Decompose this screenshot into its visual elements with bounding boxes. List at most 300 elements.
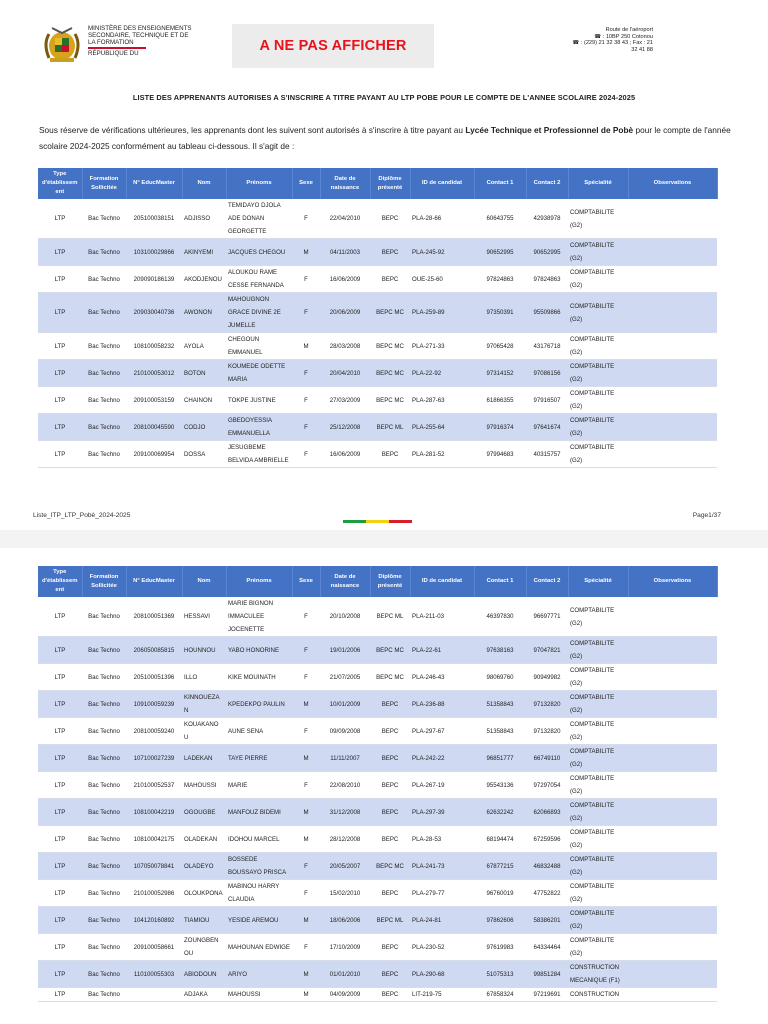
- students-table-page-2: [38, 566, 718, 1002]
- cell-formation: Bac Techno: [82, 691, 126, 718]
- cell-contact1: 46397830: [474, 597, 526, 637]
- cell-birthdate: 25/12/2008: [320, 414, 370, 441]
- cell-specialty: COMPTABILITE (G2): [568, 597, 628, 637]
- cell-contact1: 97994683: [474, 441, 526, 468]
- cell-birthdate: 20/10/2008: [320, 597, 370, 637]
- cell-birthdate: 01/01/2010: [320, 961, 370, 988]
- cell-type: LTP: [38, 239, 82, 266]
- cell-contact1: 97619983: [474, 934, 526, 961]
- cell-contact2: 46832488: [526, 853, 568, 880]
- cell-educmaster: 110100055303: [126, 961, 182, 988]
- cell-contact1: 95543136: [474, 772, 526, 799]
- cell-observations: [628, 441, 717, 468]
- cell-formation: Bac Techno: [82, 934, 126, 961]
- cell-contact2: 97219691: [526, 988, 568, 1002]
- cell-candidate-id: PLA-281-52: [410, 441, 474, 468]
- column-header-type: Type d'établissem ent: [38, 566, 82, 597]
- cell-diploma: BEPC MC: [370, 664, 410, 691]
- column-header-observations: Observations: [628, 168, 717, 199]
- cell-formation: Bac Techno: [82, 988, 126, 1002]
- cell-type: LTP: [38, 988, 82, 1002]
- cell-contact1: 97824863: [474, 266, 526, 293]
- column-header-contact2: Contact 2: [526, 566, 568, 597]
- cell-formation: Bac Techno: [82, 745, 126, 772]
- cell-nom: DOSSA: [182, 441, 226, 468]
- cell-diploma: BEPC MC: [370, 333, 410, 360]
- cell-contact1: 96851777: [474, 745, 526, 772]
- cell-candidate-id: PLA-28-53: [410, 826, 474, 853]
- cell-contact2: 97132820: [526, 718, 568, 745]
- address-line: ☎ : 10BP 250 Cotonou: [594, 33, 653, 40]
- cell-birthdate: 09/09/2008: [320, 718, 370, 745]
- cell-sexe: F: [292, 414, 320, 441]
- cell-specialty: COMPTABILITE (G2): [568, 360, 628, 387]
- cell-sexe: F: [292, 597, 320, 637]
- cell-diploma: BEPC ML: [370, 414, 410, 441]
- cell-diploma: BEPC MC: [370, 360, 410, 387]
- cell-contact2: 66749110: [526, 745, 568, 772]
- cell-candidate-id: PLA-245-92: [410, 239, 474, 266]
- cell-birthdate: 20/05/2007: [320, 853, 370, 880]
- table-row: [38, 799, 717, 826]
- ministry-line: LA FORMATION: [88, 39, 134, 46]
- stamp-text: A NE PAS AFFICHER: [259, 38, 407, 54]
- cell-formation: Bac Techno: [82, 772, 126, 799]
- cell-educmaster: 107100027239: [126, 745, 182, 772]
- cell-nom: HESSAVI: [182, 597, 226, 637]
- address-line: 32 41 88: [631, 46, 653, 53]
- address-line: ☎ : (229) 21 32 38 43 ; Fax : 21: [572, 40, 653, 46]
- cell-nom: OGOUGBE: [182, 799, 226, 826]
- flag-red: [389, 520, 412, 523]
- cell-contact1: 97916374: [474, 414, 526, 441]
- cell-birthdate: 22/08/2010: [320, 772, 370, 799]
- cell-formation: Bac Techno: [82, 799, 126, 826]
- cell-contact2: 64334464: [526, 934, 568, 961]
- cell-candidate-id: OUE-25-60: [410, 266, 474, 293]
- cell-observations: [628, 718, 717, 745]
- intro-paragraph: [39, 122, 739, 154]
- cell-formation: Bac Techno: [82, 333, 126, 360]
- cell-birthdate: 16/06/2009: [320, 266, 370, 293]
- cell-contact2: 97086156: [526, 360, 568, 387]
- cell-educmaster: 103100029866: [126, 239, 182, 266]
- cell-contact2: 96697771: [526, 597, 568, 637]
- table-row: [38, 360, 717, 387]
- cell-educmaster: [126, 988, 182, 1002]
- table-row: [38, 907, 717, 934]
- table-row: [38, 414, 717, 441]
- cell-formation: Bac Techno: [82, 961, 126, 988]
- cell-specialty: COMPTABILITE (G2): [568, 772, 628, 799]
- cell-contact1: 97314152: [474, 360, 526, 387]
- cell-contact1: 62632242: [474, 799, 526, 826]
- cell-sexe: M: [292, 907, 320, 934]
- table-row: [38, 880, 717, 907]
- cell-nom: OLADEYO: [182, 853, 226, 880]
- cell-observations: [628, 799, 717, 826]
- cell-prenoms: ARIYO: [226, 961, 292, 988]
- column-header-educmaster: N° EducMaster: [126, 566, 182, 597]
- cell-diploma: BEPC: [370, 934, 410, 961]
- cell-formation: Bac Techno: [82, 907, 126, 934]
- cell-contact2: 90949982: [526, 664, 568, 691]
- cell-contact2: 97824863: [526, 266, 568, 293]
- cell-type: LTP: [38, 360, 82, 387]
- cell-sexe: F: [292, 772, 320, 799]
- cell-specialty: COMPTABILITE (G2): [568, 853, 628, 880]
- cell-specialty: COMPTABILITE (G2): [568, 691, 628, 718]
- cell-sexe: F: [292, 441, 320, 468]
- cell-sexe: M: [292, 691, 320, 718]
- cell-diploma: BEPC: [370, 826, 410, 853]
- cell-prenoms: ALOUKOU RAME CESSE FERNANDA: [226, 266, 292, 293]
- cell-contact1: 67877215: [474, 853, 526, 880]
- cell-candidate-id: PLA-230-52: [410, 934, 474, 961]
- cell-contact2: 43176718: [526, 333, 568, 360]
- column-header-prenoms: Prénoms: [226, 168, 292, 199]
- cell-educmaster: 209100058661: [126, 934, 182, 961]
- column-header-type: Type d'établissem ent: [38, 168, 82, 199]
- cell-educmaster: 109100059239: [126, 691, 182, 718]
- cell-prenoms: TAYE PIERRE: [226, 745, 292, 772]
- cell-diploma: BEPC: [370, 961, 410, 988]
- cell-contact1: 97065428: [474, 333, 526, 360]
- table-row: [38, 853, 717, 880]
- cell-sexe: F: [292, 293, 320, 333]
- cell-nom: ILLO: [182, 664, 226, 691]
- footer-page-number: Page1/37: [692, 512, 721, 519]
- cell-type: LTP: [38, 637, 82, 664]
- cell-prenoms: IDOHOU MARCEL: [226, 826, 292, 853]
- cell-formation: Bac Techno: [82, 880, 126, 907]
- cell-nom: CHAINON: [182, 387, 226, 414]
- cell-nom: ABIODOUN: [182, 961, 226, 988]
- cell-observations: [628, 199, 717, 239]
- cell-specialty: COMPTABILITE (G2): [568, 239, 628, 266]
- cell-diploma: BEPC: [370, 799, 410, 826]
- cell-observations: [628, 772, 717, 799]
- cell-contact2: 97132820: [526, 691, 568, 718]
- cell-nom: AKODJENOU: [182, 266, 226, 293]
- cell-type: LTP: [38, 266, 82, 293]
- cell-candidate-id: PLA-287-63: [410, 387, 474, 414]
- document-page-2: [0, 548, 768, 1024]
- cell-sexe: F: [292, 387, 320, 414]
- table-row: [38, 718, 717, 745]
- cell-sexe: F: [292, 664, 320, 691]
- cell-contact1: 98069760: [474, 664, 526, 691]
- cell-observations: [628, 293, 717, 333]
- cell-sexe: F: [292, 853, 320, 880]
- column-header-prenoms: Prénoms: [226, 566, 292, 597]
- cell-nom: OLADEKAN: [182, 826, 226, 853]
- cell-sexe: M: [292, 826, 320, 853]
- column-header-contact1: Contact 1: [474, 566, 526, 597]
- cell-specialty: COMPTABILITE (G2): [568, 199, 628, 239]
- cell-diploma: BEPC ML: [370, 907, 410, 934]
- cell-contact1: 68194474: [474, 826, 526, 853]
- cell-birthdate: 04/11/2003: [320, 239, 370, 266]
- column-header-educmaster: N° EducMaster: [126, 168, 182, 199]
- cell-type: LTP: [38, 907, 82, 934]
- cell-birthdate: 21/07/2005: [320, 664, 370, 691]
- cell-sexe: F: [292, 360, 320, 387]
- cell-contact2: 97916507: [526, 387, 568, 414]
- cell-specialty: COMPTABILITE (G2): [568, 934, 628, 961]
- cell-sexe: M: [292, 961, 320, 988]
- cell-sexe: F: [292, 718, 320, 745]
- cell-diploma: BEPC: [370, 239, 410, 266]
- cell-educmaster: 208100051369: [126, 597, 182, 637]
- cell-observations: [628, 360, 717, 387]
- cell-candidate-id: PLA-236-88: [410, 691, 474, 718]
- cell-formation: Bac Techno: [82, 664, 126, 691]
- table-row: [38, 293, 717, 333]
- ministry-line: MINISTÈRE DES ENSEIGNEMENTS: [88, 25, 192, 32]
- column-header-formation: Formation Sollicitée: [82, 566, 126, 597]
- cell-diploma: BEPC: [370, 266, 410, 293]
- cell-birthdate: 16/06/2009: [320, 441, 370, 468]
- document-title: LISTE DES APPRENANTS AUTORISES A S'INSCRIRE A TITRE PAYANT AU LTP POBE POUR LE COMPTE DE L'ANNEE SCOLAIRE 2024-2025: [132, 93, 636, 102]
- cell-sexe: M: [292, 799, 320, 826]
- cell-prenoms: AUNE SENA: [226, 718, 292, 745]
- cell-candidate-id: PLA-297-39: [410, 799, 474, 826]
- column-header-contact1: Contact 1: [474, 168, 526, 199]
- cell-educmaster: 206050085815: [126, 637, 182, 664]
- column-header-nom: Nom: [182, 566, 226, 597]
- cell-observations: [628, 907, 717, 934]
- cell-specialty: COMPTABILITE (G2): [568, 637, 628, 664]
- cell-observations: [628, 387, 717, 414]
- cell-prenoms: KOUMEDE ODETTE MARIA: [226, 360, 292, 387]
- cell-prenoms: MABINOU HARRY CLAUDIA: [226, 880, 292, 907]
- column-header-contact2: Contact 2: [526, 168, 568, 199]
- cell-sexe: M: [292, 988, 320, 1002]
- cell-specialty: COMPTABILITE (G2): [568, 880, 628, 907]
- cell-prenoms: TEMIDAYO DJOLA ADE DONAN GEORGETTE: [226, 199, 292, 239]
- table-header-row: [38, 168, 717, 199]
- cell-prenoms: GBEDOYESSIA EMMANUELLA: [226, 414, 292, 441]
- cell-educmaster: 208100059240: [126, 718, 182, 745]
- cell-specialty: COMPTABILITE (G2): [568, 333, 628, 360]
- cell-diploma: BEPC: [370, 199, 410, 239]
- column-header-sexe: Sexe: [292, 566, 320, 597]
- ministry-underline: [88, 47, 146, 49]
- cell-type: LTP: [38, 691, 82, 718]
- cell-formation: Bac Techno: [82, 637, 126, 664]
- cell-formation: Bac Techno: [82, 597, 126, 637]
- cell-prenoms: JESUGBEME BELVIDA AMBRIELLE: [226, 441, 292, 468]
- cell-formation: Bac Techno: [82, 414, 126, 441]
- table-row: [38, 961, 717, 988]
- cell-sexe: M: [292, 333, 320, 360]
- cell-birthdate: 10/01/2009: [320, 691, 370, 718]
- table-header-row: [38, 566, 717, 597]
- cell-educmaster: 209030040736: [126, 293, 182, 333]
- cell-contact1: 97350391: [474, 293, 526, 333]
- cell-birthdate: 19/01/2006: [320, 637, 370, 664]
- cell-birthdate: 27/03/2009: [320, 387, 370, 414]
- table-row: [38, 772, 717, 799]
- cell-nom: KINNOUEZA N: [182, 691, 226, 718]
- do-not-display-stamp: [232, 24, 434, 68]
- cell-educmaster: 205100038151: [126, 199, 182, 239]
- cell-diploma: BEPC MC: [370, 293, 410, 333]
- column-header-birthdate: Date de naissance: [320, 566, 370, 597]
- cell-prenoms: YESIDE AREMOU: [226, 907, 292, 934]
- cell-nom: KOUAKANO U: [182, 718, 226, 745]
- cell-diploma: BEPC MC: [370, 387, 410, 414]
- cell-observations: [628, 597, 717, 637]
- cell-birthdate: 04/09/2009: [320, 988, 370, 1002]
- cell-contact2: 95509866: [526, 293, 568, 333]
- cell-type: LTP: [38, 293, 82, 333]
- country-label: RÉPUBLIQUE DU: [88, 49, 139, 57]
- column-header-specialty: Spécialité: [568, 566, 628, 597]
- cell-formation: Bac Techno: [82, 199, 126, 239]
- cell-nom: MAHOUSSI: [182, 772, 226, 799]
- cell-nom: TIAMIOU: [182, 907, 226, 934]
- cell-observations: [628, 745, 717, 772]
- cell-contact2: 58386201: [526, 907, 568, 934]
- cell-type: LTP: [38, 597, 82, 637]
- cell-nom: BOTON: [182, 360, 226, 387]
- cell-educmaster: 108100058232: [126, 333, 182, 360]
- cell-candidate-id: PLA-255-64: [410, 414, 474, 441]
- cell-sexe: F: [292, 637, 320, 664]
- cell-sexe: F: [292, 266, 320, 293]
- table-row: [38, 239, 717, 266]
- cell-sexe: F: [292, 199, 320, 239]
- cell-specialty: COMPTABILITE (G2): [568, 745, 628, 772]
- cell-type: LTP: [38, 718, 82, 745]
- cell-type: LTP: [38, 961, 82, 988]
- cell-specialty: COMPTABILITE (G2): [568, 293, 628, 333]
- cell-observations: [628, 266, 717, 293]
- cell-candidate-id: PLA-279-77: [410, 880, 474, 907]
- cell-prenoms: MANFOUZ BIDEMI: [226, 799, 292, 826]
- cell-candidate-id: PLA-22-61: [410, 637, 474, 664]
- cell-specialty: COMPTABILITE (G2): [568, 441, 628, 468]
- address-line: Route de l'aéroport: [605, 27, 653, 33]
- cell-type: LTP: [38, 745, 82, 772]
- cell-observations: [628, 934, 717, 961]
- cell-contact1: 97638163: [474, 637, 526, 664]
- cell-birthdate: 22/04/2010: [320, 199, 370, 239]
- cell-formation: Bac Techno: [82, 239, 126, 266]
- cell-diploma: BEPC: [370, 718, 410, 745]
- cell-observations: [628, 637, 717, 664]
- cell-formation: Bac Techno: [82, 853, 126, 880]
- cell-observations: [628, 961, 717, 988]
- cell-observations: [628, 826, 717, 853]
- cell-observations: [628, 414, 717, 441]
- cell-prenoms: MAHOUGNON GRACE DIVINE 2E JUMELLE: [226, 293, 292, 333]
- cell-contact2: 97047821: [526, 637, 568, 664]
- cell-prenoms: MARIE: [226, 772, 292, 799]
- cell-diploma: BEPC: [370, 745, 410, 772]
- cell-candidate-id: PLA-24-81: [410, 907, 474, 934]
- cell-specialty: COMPTABILITE (G2): [568, 718, 628, 745]
- cell-contact1: 51358843: [474, 691, 526, 718]
- cell-contact1: 51358843: [474, 718, 526, 745]
- cell-observations: [628, 664, 717, 691]
- cell-observations: [628, 239, 717, 266]
- cell-type: LTP: [38, 664, 82, 691]
- cell-nom: AYOLA: [182, 333, 226, 360]
- ministry-block: [88, 25, 208, 57]
- cell-diploma: BEPC: [370, 691, 410, 718]
- cell-birthdate: 20/06/2009: [320, 293, 370, 333]
- cell-birthdate: 17/10/2009: [320, 934, 370, 961]
- cell-observations: [628, 853, 717, 880]
- column-header-birthdate: Date de naissance: [320, 168, 370, 199]
- cell-contact1: 60643755: [474, 199, 526, 239]
- cell-observations: [628, 691, 717, 718]
- cell-nom: HOUNNOU: [182, 637, 226, 664]
- cell-candidate-id: PLA-259-89: [410, 293, 474, 333]
- cell-candidate-id: PLA-22-92: [410, 360, 474, 387]
- cell-birthdate: 28/03/2008: [320, 333, 370, 360]
- table-row: [38, 441, 717, 468]
- table-row: [38, 745, 717, 772]
- cell-prenoms: KIKE MOUINATH: [226, 664, 292, 691]
- column-header-observations: Observations: [628, 566, 717, 597]
- cell-sexe: F: [292, 934, 320, 961]
- cell-sexe: F: [292, 880, 320, 907]
- cell-birthdate: 18/06/2006: [320, 907, 370, 934]
- cell-nom: ZOUNGBEN OU: [182, 934, 226, 961]
- cell-birthdate: 20/04/2010: [320, 360, 370, 387]
- cell-type: LTP: [38, 199, 82, 239]
- cell-candidate-id: PLA-246-43: [410, 664, 474, 691]
- cell-candidate-id: PLA-241-73: [410, 853, 474, 880]
- cell-nom: AWONON: [182, 293, 226, 333]
- cell-specialty: CONSTRUCTION MECANIQUE (F1): [568, 961, 628, 988]
- cell-diploma: BEPC: [370, 880, 410, 907]
- cell-candidate-id: PLA-242-22: [410, 745, 474, 772]
- intro-part2: pour le compte de l'année scolaire 2024-2025 conformément au tableau ci-dessous. Il s'agit de :: [39, 125, 731, 151]
- students-table-page-1: [38, 168, 718, 468]
- cell-type: LTP: [38, 934, 82, 961]
- intro-part1: Sous réserve de vérifications ultérieures, les apprenants dont les suivent sont autorisés à s'inscrire à titre payant au: [39, 125, 466, 135]
- column-header-sexe: Sexe: [292, 168, 320, 199]
- cell-specialty: CONSTRUCTION: [568, 988, 628, 1002]
- cell-specialty: COMPTABILITE (G2): [568, 664, 628, 691]
- cell-specialty: COMPTABILITE (G2): [568, 266, 628, 293]
- cell-nom: CODJO: [182, 414, 226, 441]
- cell-educmaster: 209100053159: [126, 387, 182, 414]
- cell-specialty: COMPTABILITE (G2): [568, 826, 628, 853]
- cell-prenoms: JACQUES CHEGOU: [226, 239, 292, 266]
- cell-diploma: BEPC: [370, 988, 410, 1002]
- cell-specialty: COMPTABILITE (G2): [568, 387, 628, 414]
- cell-nom: AKINYEMI: [182, 239, 226, 266]
- table-row: [38, 333, 717, 360]
- cell-type: LTP: [38, 799, 82, 826]
- cell-formation: Bac Techno: [82, 360, 126, 387]
- cell-contact1: 51075313: [474, 961, 526, 988]
- cell-contact1: 61866355: [474, 387, 526, 414]
- cell-formation: Bac Techno: [82, 718, 126, 745]
- cell-birthdate: 11/11/2007: [320, 745, 370, 772]
- cell-type: LTP: [38, 414, 82, 441]
- flag-yellow: [366, 520, 389, 523]
- cell-contact2: 97641674: [526, 414, 568, 441]
- cell-type: LTP: [38, 853, 82, 880]
- cell-specialty: COMPTABILITE (G2): [568, 907, 628, 934]
